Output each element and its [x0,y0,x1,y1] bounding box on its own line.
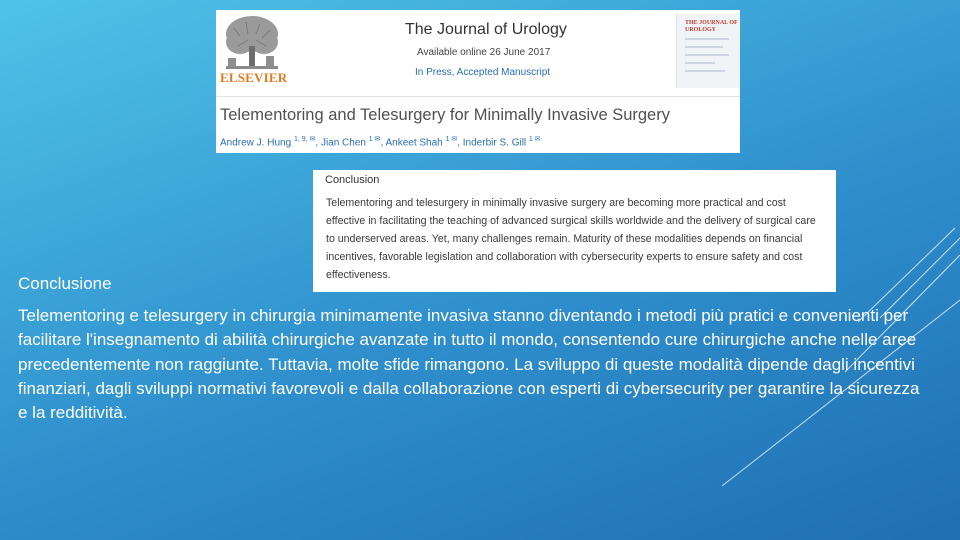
cover-line [685,62,715,64]
cover-line [685,70,725,72]
conclusion-excerpt-image [313,170,836,292]
cover-line [685,54,729,56]
slide-body-text: Telementoring e telesurgery in chirurgia minimamente invasiva stanno diventando i metodi più pratici e convenienti per facilitare l'insegnamento di abilità chirurgiche avanzate in tutto il mondo, consentendo cure chirurgiche anche nelle aree precedentemente non raggiunte. Tuttavia, molte sfide rimangono. La sviluppo di queste modalità dipende dagli incentivi finanziari, dagli sviluppi normativi favorevoli e dalla collaborazione con esperti di cybersecurity per garantire la sicurezza e la redditività. [18,306,920,423]
cover-title: THE JOURNAL OF UROLOGY [685,20,738,33]
author-link[interactable]: Andrew J. Hung [220,137,292,149]
journal-header-image [216,10,740,153]
author-affiliation: 1 ✉ [445,136,458,143]
author-link[interactable]: Jian Chen [320,137,366,149]
header-divider [216,96,740,97]
slide-heading: Conclusione [18,274,112,293]
author-affiliation: 1 ✉ [368,136,381,143]
manuscript-status: In Press, Accepted Manuscript [415,67,551,78]
journal-name[interactable]: The Journal of Urology [405,21,567,38]
cover-line [685,38,729,40]
excerpt-heading: Conclusion [325,174,380,186]
author-link[interactable]: Ankeet Shah [385,137,443,149]
author-list: Andrew J. Hung $^{1, 9, ✉}$, Jian Chen $^{1 ✉}$, Ankeet Shah $^{1 ✉}$, Inderbir S. Gill $^{1 ✉}$ [220,136,541,149]
excerpt-body: Telementoring and telesurgery in minimally invasive surgery are becoming more practical and cost effective in facilitating the teaching of advanced surgical skills worldwide and the delivery of surgical care to underserved areas. Yet, many challenges remain. Maturity of these modalities depends on financial incentives, favorable legislation and collaboration with cybersecurity experts to ensure safety and cost effectiveness. [326,197,816,281]
article-title: Telementoring and Telesurgery for Minimally Invasive Surgery [220,106,670,124]
cover-line [685,46,723,48]
author-link[interactable]: Inderbir S. Gill [462,137,527,149]
available-date: Available online 26 June 2017 [417,47,551,58]
author-affiliation: 1, 9, ✉ [293,136,316,143]
author-affiliation: 1 ✉ [528,136,541,143]
journal-cover-thumbnail[interactable] [676,14,740,88]
elsevier-wordmark: ELSEVIER [220,70,288,85]
